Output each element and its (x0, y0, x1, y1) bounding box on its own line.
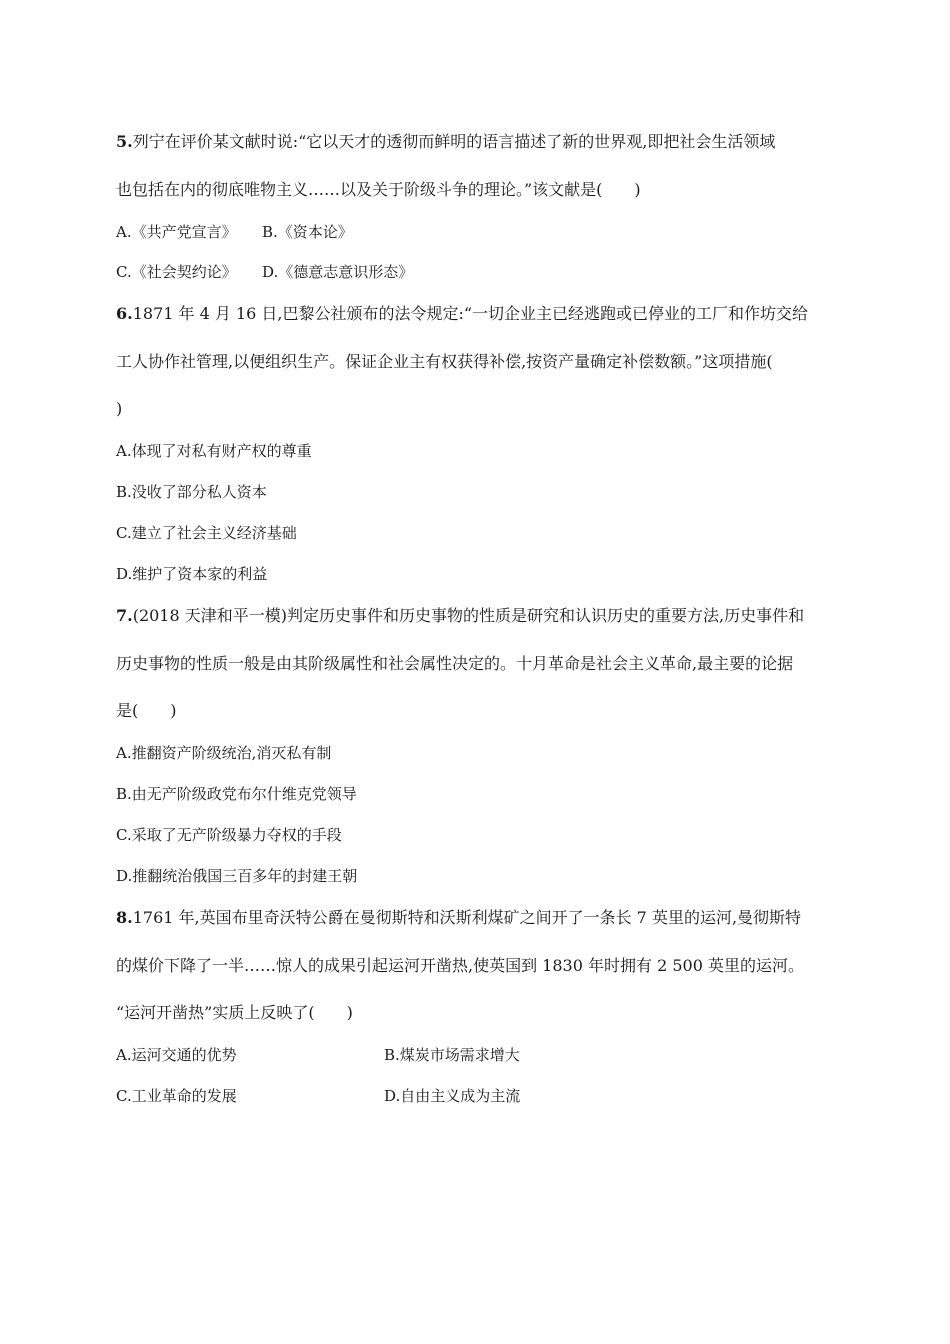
question-6-text-1: 1871 年 4 月 16 日,巴黎公社颁布的法令规定:“一切企业主已经逃跑或已停业的工厂和作坊交给 (132, 304, 809, 323)
question-7-option-a: A.推翻资产阶级统治,消灭私有制 (116, 744, 332, 762)
question-8-number: 8. (116, 908, 133, 927)
question-7-line-1 (116, 606, 804, 626)
question-5-line-2: 也包括在内的彻底唯物主义……以及关于阶级斗争的理论。”该文献是( ) (116, 180, 641, 199)
question-6-option-b: B.没收了部分私人资本 (116, 483, 267, 501)
question-6-line-2: 工人协作社管理,以便组织生产。保证企业主有权获得补偿,按资产量确定补偿数额。”这项措施( (116, 352, 773, 371)
question-5-line-1 (116, 132, 775, 152)
question-8-line-3: “运河开凿热”实质上反映了( ) (116, 1003, 353, 1022)
question-5-number: 5. (116, 132, 133, 151)
question-5-option-d: D.《德意志意识形态》 (262, 263, 414, 281)
question-6-option-c: C.建立了社会主义经济基础 (116, 524, 297, 542)
question-7-line-2: 历史事物的性质一般是由其阶级属性和社会属性决定的。十月革命是社会主义革命,最主要的论据 (116, 654, 794, 673)
question-8-option-a: A.运河交通的优势 (116, 1046, 237, 1064)
question-8-option-b: B.煤炭市场需求增大 (384, 1046, 520, 1064)
question-8-line-2: 的煤价下降了一半……惊人的成果引起运河开凿热,使英国到 1830 年时拥有 2 500 英里的运河。 (116, 956, 804, 975)
question-5-option-b: B.《资本论》 (262, 223, 353, 241)
question-8-option-c: C.工业革命的发展 (116, 1087, 237, 1105)
question-6-line-3: ) (116, 399, 123, 418)
question-6-line-1 (116, 304, 808, 324)
question-7-text-1: (2018 天津和平一模)判定历史事件和历史事物的性质是研究和认识历史的重要方法,历史事件和 (132, 606, 805, 625)
question-5-option-c: C.《社会契约论》 (116, 263, 237, 281)
question-7-option-b: B.由无产阶级政党布尔什维克党领导 (116, 785, 357, 803)
question-5-option-a: A.《共产党宣言》 (116, 223, 237, 241)
question-7-option-c: C.采取了无产阶级暴力夺权的手段 (116, 826, 342, 844)
question-6-option-a: A.体现了对私有财产权的尊重 (116, 442, 312, 460)
question-7-number: 7. (116, 606, 133, 625)
question-8-text-1: 1761 年,英国布里奇沃特公爵在曼彻斯特和沃斯利煤矿之间开了一条长 7 英里的运河,曼彻斯特 (132, 908, 802, 927)
question-5-text-1: 列宁在评价某文献时说:“它以天才的透彻而鲜明的语言描述了新的世界观,即把社会生活领域 (132, 132, 776, 151)
question-6-option-d: D.维护了资本家的利益 (116, 565, 268, 583)
question-7-option-d: D.推翻统治俄国三百多年的封建王朝 (116, 867, 358, 885)
question-7-line-3: 是( ) (116, 701, 177, 720)
question-6-number: 6. (116, 304, 133, 323)
question-8-option-d: D.自由主义成为主流 (384, 1087, 521, 1105)
question-8-line-1 (116, 908, 801, 928)
